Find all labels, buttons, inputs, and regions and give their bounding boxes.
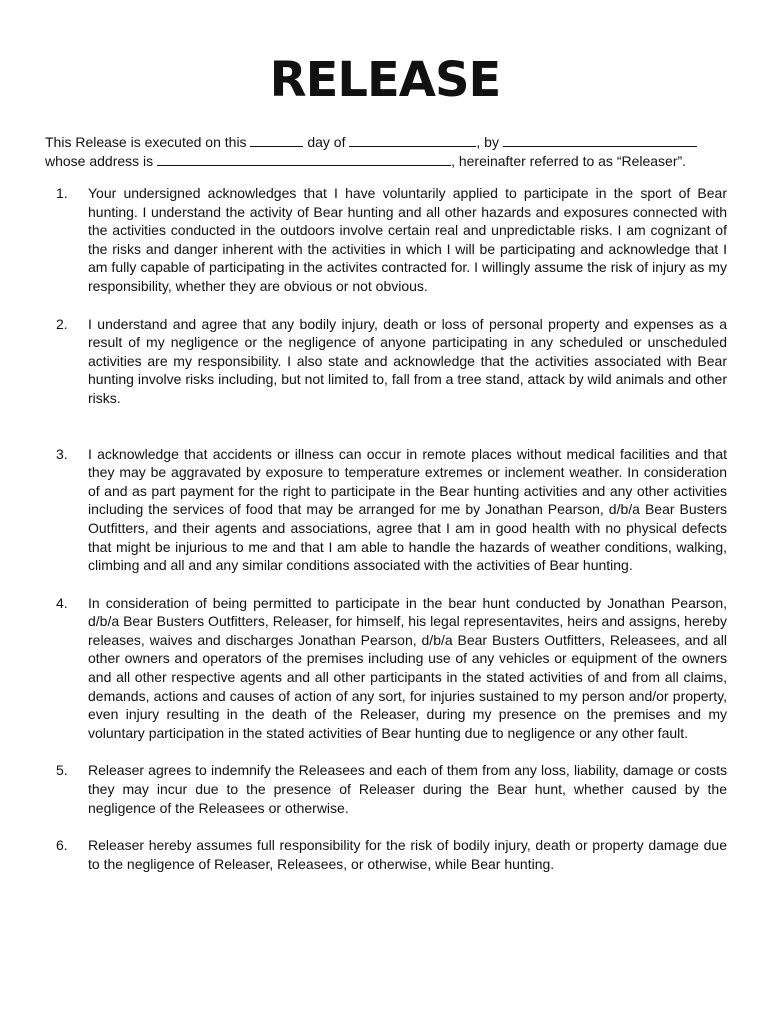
day-blank[interactable]: [250, 134, 303, 147]
clause-number: 4.: [56, 594, 68, 611]
clause-number: 2.: [56, 315, 68, 332]
clause-number: 1.: [56, 185, 68, 201]
address-blank[interactable]: [157, 153, 451, 166]
clause-number: 5.: [56, 762, 68, 779]
intro-paragraph: [45, 133, 735, 170]
intro-text-releaser: , hereinafter referred to as “Releaser”.: [451, 152, 687, 169]
intro-text-address: whose address is: [45, 152, 154, 169]
clause-text: I understand and agree that any bodily injury, death or loss of personal property and expenses as a result of my negligence or the negligence of anyone participating in any scheduled or unscheduled activities are my responsibility. I also state and acknowledge that the activities associated with Bear hunting involve risks including, but not limited to, fall from a tree stand, attack by wild animals and other risks.: [88, 315, 727, 406]
name-blank[interactable]: [503, 134, 697, 147]
clause-text: Releaser agrees to indemnify the Releasees and each of them from any loss, liability, damage or costs they may incur due to the presence of Releaser during the Bear hunt, whether caused by the negligence of the Releasees or otherwise.: [88, 762, 727, 816]
clause-number: 3.: [56, 445, 68, 462]
clause-text: Releaser hereby assumes full responsibility for the risk of bodily injury, death or property damage due to the negligence of Releaser, Releasees, or otherwise, while Bear hunting.: [88, 837, 727, 872]
clause-item: [45, 445, 727, 575]
intro-text-executed: This Release is executed on this: [45, 134, 247, 150]
clause-item: [45, 761, 727, 817]
clause-text: I acknowledge that accidents or illness can occur in remote places without medical facilities and that they may be aggravated by exposure to temperature extremes or inclement weather. In consideration of and as part payment for the right to participate in the Bear hunting activities and any other activities including the services of food that may be arranged for me by Jonathan Pearson, d/b/a Bear Busters Outfitters, and their agents and associations, agree that I am in good health with no physical defects that might be injurious to me and that I am able to handle the hazards of weather conditions, walking, climbing and all and any similar conditions associated with the activities of Bear hunting.: [88, 445, 727, 574]
intro-text-day-of: day of: [307, 134, 346, 150]
intro-text-by: , by: [476, 134, 499, 150]
clause-text: In consideration of being permitted to participate in the bear hunt conducted by Jonathan Pearson, d/b/a Bear Busters Outfitters, Releaser, for himself, his legal representavites, heirs and assigns, hereby releases, waives and discharges Jonathan Pearson, d/b/a Bear Busters Outfitters, Releasees, and all other owners and operators of the premises including use of any vehicles or equipment of the owners and all other respective agents and all other participants in the stated activities of and from all claims, demands, actions and causes of action of any sort, for injuries sustained to my person and/or property, even injury resulting in the death of the Releaser, during my presence on the premises and my voluntary participation in the stated activities of Bear hunting due to negligence or any other fault.: [88, 594, 727, 741]
document-title: RELEASE: [269, 52, 501, 108]
clause-item: [45, 315, 727, 408]
month-blank[interactable]: [349, 134, 476, 147]
release-clauses: [45, 184, 727, 873]
clause-number: 6.: [56, 837, 68, 854]
clause-text: Your undersigned acknowledges that I have voluntarily applied to participate in the sport of Bear hunting. I understand the activity of Bear hunting and all other hazards and exposures connected with the activities conducted in the outdoors involve certain real and unpredictable risks. I am cognizant of the risks and danger inherent with the activities in which I will be participating and acknowledge that I am fully capable of participating in the activites contracted for. I willingly assume the risk of injury as my responsibility, whether they are obvious or not obvious.: [88, 185, 727, 294]
clause-item: [45, 836, 727, 873]
clause-item: [45, 184, 727, 296]
clause-item: [45, 594, 727, 743]
